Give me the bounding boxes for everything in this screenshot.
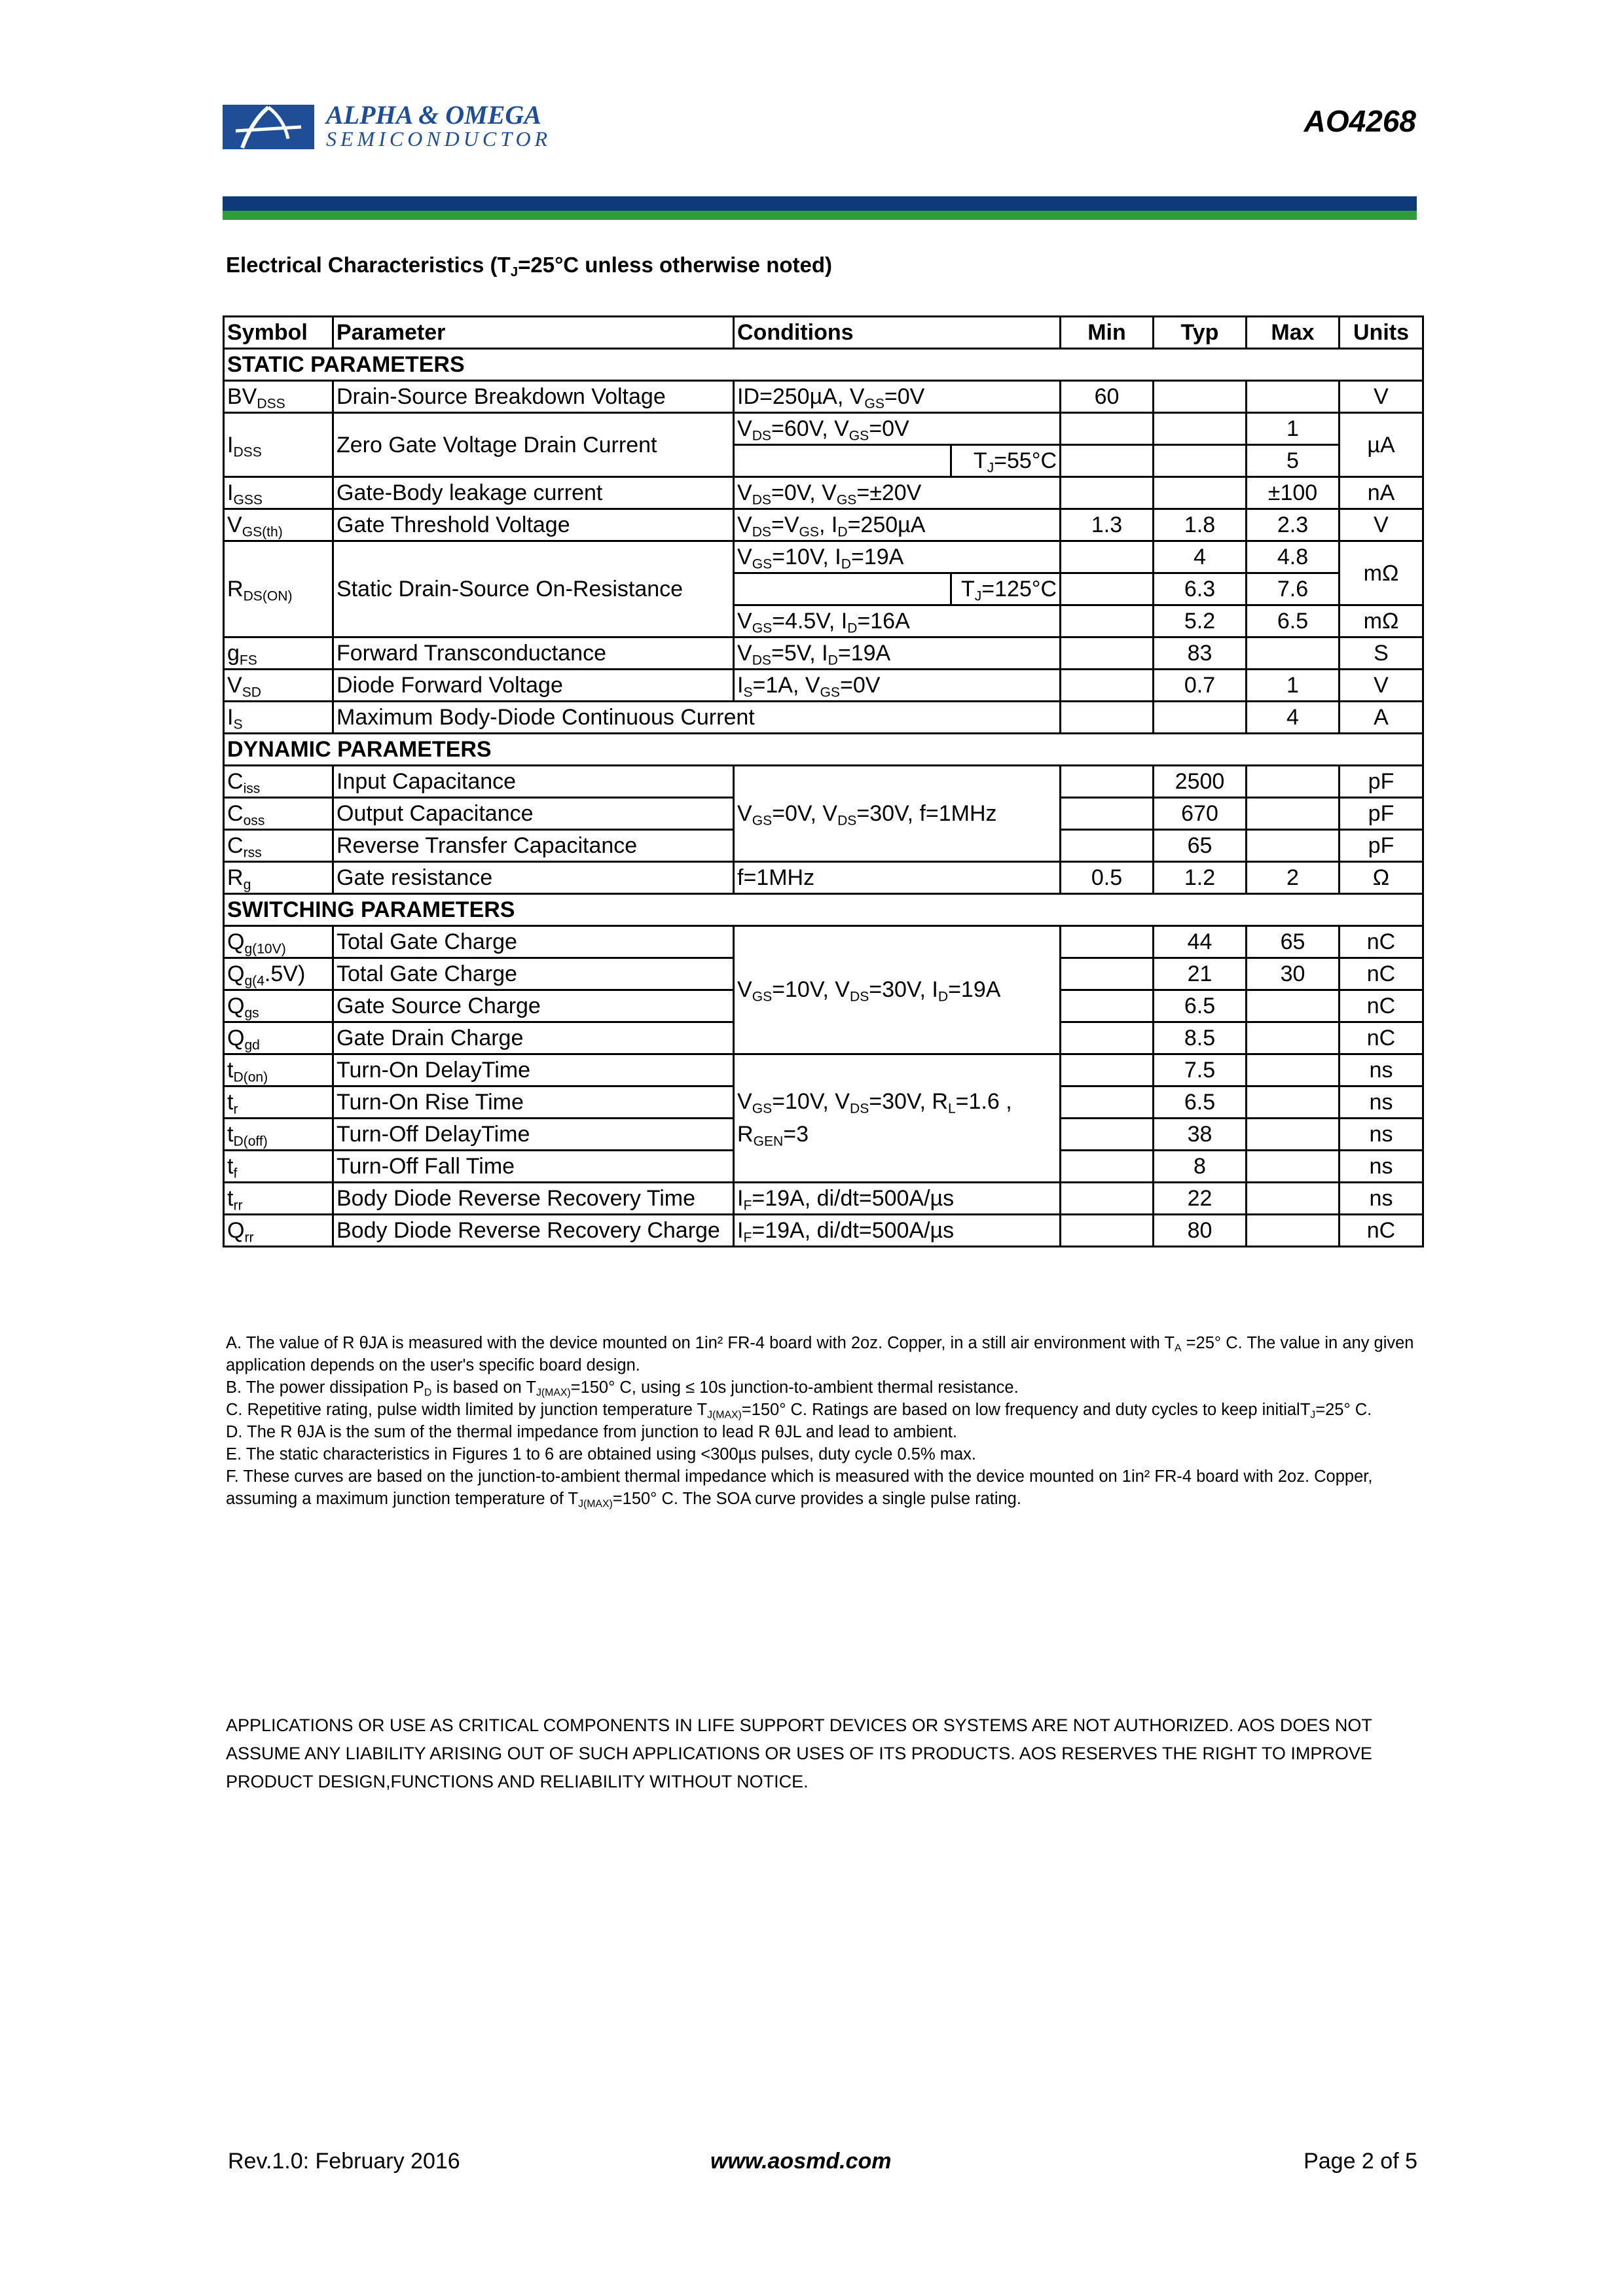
typ-cell: 2500 — [1154, 766, 1247, 798]
units-cell: pF — [1340, 766, 1423, 798]
symbol-cell: $t_r$ — [224, 1086, 333, 1119]
table-row — [224, 509, 1423, 541]
min-cell — [1061, 1119, 1154, 1151]
table-row — [224, 381, 1423, 413]
parameter-cell: Turn-On Rise Time — [333, 1086, 734, 1119]
parameter-cell: Turn-On DelayTime — [333, 1054, 734, 1086]
typ-cell: 6.5 — [1154, 1086, 1247, 1119]
logo-company-subtitle: SEMICONDUCTOR — [326, 127, 552, 151]
parameter-cell: Gate resistance — [333, 862, 734, 894]
parameter-cell: Gate-Body leakage current — [333, 477, 734, 509]
footer-page-number: Page 2 of 5 — [1304, 2149, 1417, 2174]
symbol-cell: $I_S$ — [224, 702, 333, 734]
typ-cell: 1.8 — [1154, 509, 1247, 541]
conditions-cell: $V_{GS}=10V$, $I_D=19A$ — [734, 541, 1061, 573]
units-cell: mΩ — [1340, 605, 1423, 637]
typ-cell — [1154, 702, 1247, 734]
symbol-cell: $C_{iss}$ — [224, 766, 333, 798]
parameter-cell: Drain-Source Breakdown Voltage — [333, 381, 734, 413]
section-header-row — [224, 894, 1423, 926]
units-cell: ns — [1340, 1119, 1423, 1151]
table-row — [224, 637, 1423, 670]
min-cell — [1061, 541, 1154, 573]
typ-cell — [1154, 413, 1247, 445]
part-number: AO4268 — [1304, 104, 1416, 138]
min-cell — [1061, 958, 1154, 990]
max-cell: 7.6 — [1247, 573, 1340, 605]
table-row — [224, 413, 1423, 445]
note-item: F. These curves are based on the junction-to-ambient thermal impedance which is measured with the device mounted on 1in² FR-4 board with 2oz. Copper, assuming a maximum junction temperature of $T_{J(MAX)}=150^\circ$ C. The SOA curve provides a single pulse rating. — [226, 1467, 1373, 1510]
typ-cell: 7.5 — [1154, 1054, 1247, 1086]
typ-cell: 80 — [1154, 1215, 1247, 1247]
typ-cell: 44 — [1154, 926, 1247, 958]
min-cell — [1061, 1183, 1154, 1215]
units-cell: Ω — [1340, 862, 1423, 894]
min-cell — [1061, 1022, 1154, 1054]
symbol-cell: $V_{SD}$ — [224, 670, 333, 702]
max-cell — [1247, 1183, 1340, 1215]
header-rule-green — [223, 211, 1417, 220]
conditions-spacer-cell — [734, 445, 951, 477]
header-rule-blue — [223, 196, 1417, 211]
conditions-cell: $V_{GS}=10V$, $V_{DS}=30V$, $R_L=1.6$ , $R_{GEN}=3$ — [734, 1054, 1061, 1183]
min-cell — [1061, 766, 1154, 798]
typ-cell — [1154, 445, 1247, 477]
symbol-cell: $C_{rss}$ — [224, 830, 333, 862]
footer-website: www.aosmd.com — [710, 2149, 892, 2174]
parameter-cell: Reverse Transfer Capacitance — [333, 830, 734, 862]
conditions-cell: $V_{DS}=60V$, $V_{GS}=0V$ — [734, 413, 1061, 445]
max-cell: 1 — [1247, 670, 1340, 702]
col-header-units: Units — [1340, 317, 1423, 349]
symbol-cell: $R_{DS(ON)}$ — [224, 541, 333, 637]
parameter-cell: Maximum Body-Diode Continuous Current — [333, 702, 1061, 734]
conditions-cell: $V_{DS}=5V$, $I_D=19A$ — [734, 637, 1061, 670]
units-cell: V — [1340, 509, 1423, 541]
max-cell — [1247, 830, 1340, 862]
table-row — [224, 477, 1423, 509]
units-cell: ns — [1340, 1054, 1423, 1086]
conditions-cell: $I_F=19A$, di/dt=500A/µs — [734, 1183, 1061, 1215]
parameter-cell: Input Capacitance — [333, 766, 734, 798]
typ-cell: 83 — [1154, 637, 1247, 670]
parameter-cell: Body Diode Reverse Recovery Charge — [333, 1215, 734, 1247]
min-cell — [1061, 637, 1154, 670]
disclaimer: APPLICATIONS OR USE AS CRITICAL COMPONENTS IN LIFE SUPPORT DEVICES OR SYSTEMS ARE NOT AUTHORIZED. AOS DOES NOT ASSUME ANY LIABILITY ARISING OUT OF SUCH APPLICATIONS OR USES OF ITS PRODUCTS. AOS RESERVES THE RIGHT TO IMPROVE PRODUCT DESIGN,FUNCTIONS AND RELIABILITY WITHOUT NOTICE. — [226, 1715, 1372, 1791]
parameter-cell: Total Gate Charge — [333, 926, 734, 958]
units-cell: ns — [1340, 1086, 1423, 1119]
col-header-typ: Typ — [1154, 317, 1247, 349]
table-row — [224, 926, 1423, 958]
symbol-cell: $V_{GS(th)}$ — [224, 509, 333, 541]
note-item: E. The static characteristics in Figures 1 to 6 are obtained using <300µs pulses, duty cycle 0.5% max. — [226, 1445, 977, 1463]
min-cell: 60 — [1061, 381, 1154, 413]
max-cell: 5 — [1247, 445, 1340, 477]
min-cell — [1061, 605, 1154, 637]
max-cell — [1247, 990, 1340, 1022]
min-cell: 0.5 — [1061, 862, 1154, 894]
symbol-cell: $Q_{rr}$ — [224, 1215, 333, 1247]
symbol-cell: $t_{rr}$ — [224, 1183, 333, 1215]
symbol-cell: $t_f$ — [224, 1151, 333, 1183]
section-header-row — [224, 349, 1423, 381]
typ-cell: 8.5 — [1154, 1022, 1247, 1054]
symbol-cell: $I_{GSS}$ — [224, 477, 333, 509]
parameter-cell: Gate Source Charge — [333, 990, 734, 1022]
table-row — [224, 670, 1423, 702]
table-row — [224, 766, 1423, 798]
min-cell — [1061, 445, 1154, 477]
typ-cell: 1.2 — [1154, 862, 1247, 894]
parameter-cell: Turn-Off Fall Time — [333, 1151, 734, 1183]
conditions-cell: ID=250µA, $V_{GS}=0V$ — [734, 381, 1061, 413]
parameter-cell: Output Capacitance — [333, 798, 734, 830]
parameter-cell: Turn-Off DelayTime — [333, 1119, 734, 1151]
symbol-cell: $t_{D(on)}$ — [224, 1054, 333, 1086]
table-row — [224, 1054, 1423, 1086]
table-header-row — [224, 317, 1423, 349]
max-cell: 4.8 — [1247, 541, 1340, 573]
symbol-cell: $Q_{g(4}.5V$) — [224, 958, 333, 990]
typ-cell: 38 — [1154, 1119, 1247, 1151]
conditions-temperature-cell: $T_J=125^\circ C$ — [951, 573, 1061, 605]
col-header-max: Max — [1247, 317, 1340, 349]
section-title-cell: DYNAMIC PARAMETERS — [224, 734, 1423, 766]
typ-cell: 65 — [1154, 830, 1247, 862]
min-cell — [1061, 1215, 1154, 1247]
symbol-cell: $t_{D(off)}$ — [224, 1119, 333, 1151]
table-row — [224, 541, 1423, 573]
units-cell: pF — [1340, 798, 1423, 830]
parameter-cell: Body Diode Reverse Recovery Time — [333, 1183, 734, 1215]
units-cell: nA — [1340, 477, 1423, 509]
conditions-cell: f=1MHz — [734, 862, 1061, 894]
max-cell — [1247, 798, 1340, 830]
note-item: C. Repetitive rating, pulse width limited by junction temperature $T_{J(MAX)}=150^\circ$ C. Ratings are based on low frequency and duty cycles to keep initialT$_J$=25° C. — [226, 1401, 1372, 1421]
conditions-cell: $V_{GS}=0V$, $V_{DS}=30V$, f=1MHz — [734, 766, 1061, 862]
max-cell: 1 — [1247, 413, 1340, 445]
max-cell — [1247, 1215, 1340, 1247]
max-cell: ±100 — [1247, 477, 1340, 509]
min-cell — [1061, 926, 1154, 958]
max-cell — [1247, 1119, 1340, 1151]
section-title-cell: SWITCHING PARAMETERS — [224, 894, 1423, 926]
typ-cell: 6.5 — [1154, 990, 1247, 1022]
max-cell — [1247, 381, 1340, 413]
notes — [226, 1332, 1417, 1510]
logo-mark — [223, 105, 314, 149]
min-cell — [1061, 830, 1154, 862]
note-item: A. The value of R θJA is measured with the device mounted on 1in² FR-4 board with 2oz. Copper, in a still air environment with $T_A =25^\circ$ C. The value in any given application depends on the user's specific board design. — [226, 1334, 1414, 1374]
symbol-cell: $BV_{DSS}$ — [224, 381, 333, 413]
units-cell: nC — [1340, 926, 1423, 958]
conditions-temperature-cell: $T_J=55^\circ C$ — [951, 445, 1061, 477]
typ-cell: 0.7 — [1154, 670, 1247, 702]
symbol-cell: $g_{FS}$ — [224, 637, 333, 670]
col-header-symbol: Symbol — [224, 317, 333, 349]
note-item: D. The R θJA is the sum of the thermal impedance from junction to lead R θJL and lead to ambient. — [226, 1423, 957, 1441]
typ-cell — [1154, 477, 1247, 509]
symbol-cell: $R_g$ — [224, 862, 333, 894]
units-cell: nC — [1340, 1215, 1423, 1247]
typ-cell: 6.3 — [1154, 573, 1247, 605]
col-header-min: Min — [1061, 317, 1154, 349]
units-cell: S — [1340, 637, 1423, 670]
max-cell — [1247, 1151, 1340, 1183]
min-cell — [1061, 990, 1154, 1022]
parameter-cell: Static Drain-Source On-Resistance — [333, 541, 734, 637]
parameter-cell: Total Gate Charge — [333, 958, 734, 990]
units-cell: nC — [1340, 958, 1423, 990]
max-cell: 2.3 — [1247, 509, 1340, 541]
parameter-cell: Zero Gate Voltage Drain Current — [333, 413, 734, 477]
col-header-parameter: Parameter — [333, 317, 734, 349]
conditions-cell: $I_F=19A$, di/dt=500A/µs — [734, 1215, 1061, 1247]
symbol-cell: $Q_{g(10V)}$ — [224, 926, 333, 958]
units-cell: pF — [1340, 830, 1423, 862]
units-cell: V — [1340, 670, 1423, 702]
conditions-cell: $I_S=1A$, $V_{GS}=0V$ — [734, 670, 1061, 702]
typ-cell: 5.2 — [1154, 605, 1247, 637]
conditions-spacer-cell — [734, 573, 951, 605]
conditions-cell: $V_{DS}=V_{GS}$, $I_D=250\mu A$ — [734, 509, 1061, 541]
min-cell — [1061, 798, 1154, 830]
table-row — [224, 1215, 1423, 1247]
typ-cell: 8 — [1154, 1151, 1247, 1183]
units-cell: µA — [1340, 413, 1423, 477]
note-item: B. The power dissipation $P_D$ is based on $T_{J(MAX)}=150^\circ$ C, using ≤ 10s junction-to-ambient thermal resistance. — [226, 1378, 1019, 1399]
max-cell: 6.5 — [1247, 605, 1340, 637]
units-cell: ns — [1340, 1183, 1423, 1215]
units-cell: mΩ — [1340, 541, 1423, 605]
min-cell — [1061, 413, 1154, 445]
max-cell: 65 — [1247, 926, 1340, 958]
max-cell — [1247, 766, 1340, 798]
footer-revision: Rev.1.0: February 2016 — [228, 2149, 460, 2174]
typ-cell — [1154, 381, 1247, 413]
section-header-row — [224, 734, 1423, 766]
max-cell: 30 — [1247, 958, 1340, 990]
conditions-cell: $V_{GS}=4.5V$, $I_D=16A$ — [734, 605, 1061, 637]
symbol-cell: $Q_{gd}$ — [224, 1022, 333, 1054]
units-cell: ns — [1340, 1151, 1423, 1183]
min-cell — [1061, 1086, 1154, 1119]
min-cell — [1061, 1054, 1154, 1086]
typ-cell: 21 — [1154, 958, 1247, 990]
symbol-cell: $I_{DSS}$ — [224, 413, 333, 477]
conditions-cell: $V_{DS}=0V$, $V_{GS}=\pm 20V$ — [734, 477, 1061, 509]
parameter-cell: Forward Transconductance — [333, 637, 734, 670]
max-cell — [1247, 1054, 1340, 1086]
max-cell: 2 — [1247, 862, 1340, 894]
min-cell: 1.3 — [1061, 509, 1154, 541]
parameter-cell: Gate Drain Charge — [333, 1022, 734, 1054]
min-cell — [1061, 573, 1154, 605]
table-row — [224, 702, 1423, 734]
typ-cell: 22 — [1154, 1183, 1247, 1215]
max-cell — [1247, 1022, 1340, 1054]
logo-glyph-icon — [223, 105, 314, 149]
units-cell: A — [1340, 702, 1423, 734]
table-row — [224, 1183, 1423, 1215]
max-cell — [1247, 1086, 1340, 1119]
units-cell: V — [1340, 381, 1423, 413]
min-cell — [1061, 1151, 1154, 1183]
logo-company-name: ALPHA & OMEGA — [326, 100, 541, 130]
min-cell — [1061, 477, 1154, 509]
units-cell: nC — [1340, 990, 1423, 1022]
min-cell — [1061, 702, 1154, 734]
parameter-cell: Gate Threshold Voltage — [333, 509, 734, 541]
max-cell: 4 — [1247, 702, 1340, 734]
parameter-cell: Diode Forward Voltage — [333, 670, 734, 702]
symbol-cell: $Q_{gs}$ — [224, 990, 333, 1022]
min-cell — [1061, 670, 1154, 702]
col-header-conditions: Conditions — [734, 317, 1061, 349]
max-cell — [1247, 637, 1340, 670]
electrical-characteristics-table — [223, 315, 1424, 1247]
table-row — [224, 862, 1423, 894]
section-title-cell: STATIC PARAMETERS — [224, 349, 1423, 381]
typ-cell: 4 — [1154, 541, 1247, 573]
section-title: Electrical Characteristics ($T_J=25^\circ C$ unless otherwise noted) — [226, 253, 832, 280]
symbol-cell: $C_{oss}$ — [224, 798, 333, 830]
typ-cell: 670 — [1154, 798, 1247, 830]
units-cell: nC — [1340, 1022, 1423, 1054]
conditions-cell: $V_{GS}=10V$, $V_{DS}=30V$, $I_D=19A$ — [734, 926, 1061, 1054]
